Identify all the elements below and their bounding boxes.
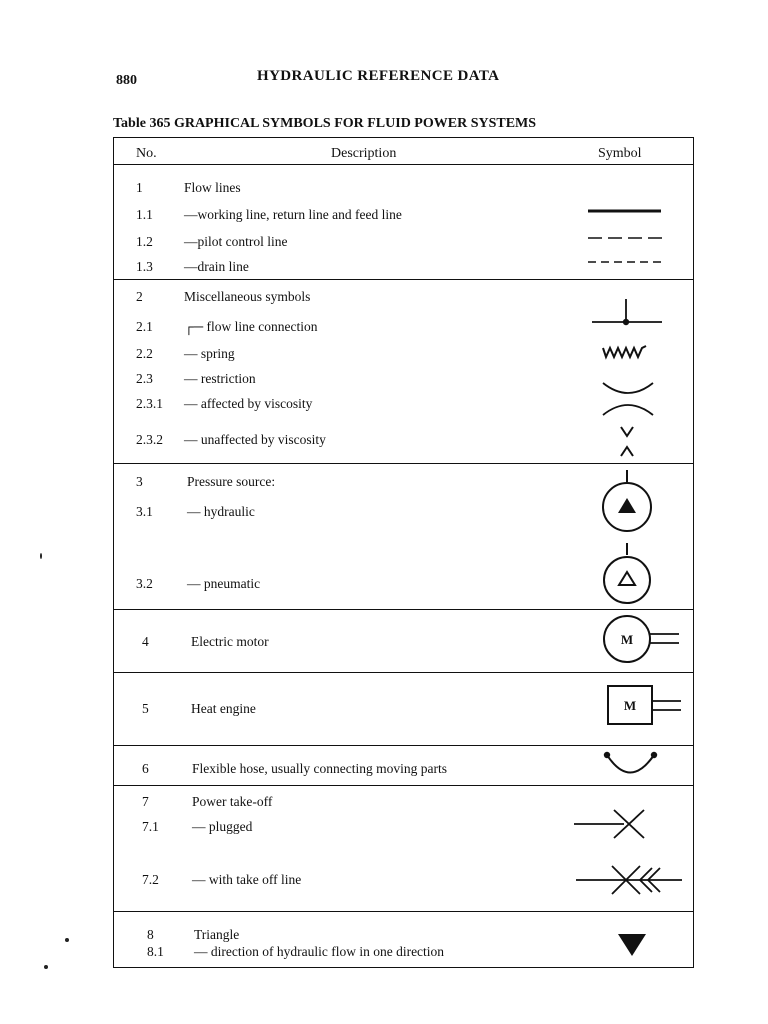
restriction-no-viscosity-icon [618, 425, 638, 459]
electric-motor-icon [601, 614, 683, 664]
row-number: 4 [142, 634, 149, 649]
row-number: 7.1 [142, 819, 159, 834]
row-number: 5 [142, 701, 149, 716]
hydraulic-source-icon [600, 468, 656, 532]
row-description: — direction of hydraulic flow in one direction [194, 944, 445, 959]
row-description: — pneumatic [187, 576, 261, 591]
row-description: Electric motor [191, 634, 269, 649]
row-number: 7 [142, 794, 149, 809]
row-description: — unaffected by viscosity [184, 432, 326, 447]
row-description: — with take off line [192, 872, 302, 887]
row-number: 2.2 [136, 346, 153, 361]
row-description: — affected by viscosity [184, 396, 313, 411]
row-number: 2.3 [136, 371, 153, 386]
row-description: — hydraulic [187, 504, 255, 519]
scan-speck [65, 938, 69, 942]
row-description: Heat engine [191, 701, 256, 716]
symbols-table [113, 137, 694, 968]
row-number: 2 [136, 289, 143, 304]
section-divider [114, 279, 693, 280]
restriction-viscosity-icon [600, 381, 660, 417]
row-number: 1 [136, 180, 143, 195]
row-number: 1.2 [136, 234, 153, 249]
row-number: 2.3.2 [136, 432, 163, 447]
section-divider [114, 609, 693, 610]
scan-speck [44, 965, 48, 969]
hydraulic-flow-triangle-icon [616, 931, 648, 959]
row-number: 8.1 [147, 944, 164, 959]
section-divider [114, 911, 693, 912]
engine-label: M [623, 698, 637, 713]
row-number: 6 [142, 761, 149, 776]
solid-line-icon [588, 204, 662, 216]
pneumatic-source-icon [601, 541, 655, 605]
power-takeoff-line-icon [574, 862, 686, 898]
power-takeoff-plugged-icon [572, 807, 648, 841]
row-description: —drain line [184, 259, 249, 274]
row-number: 1.1 [136, 207, 153, 222]
section-divider [114, 672, 693, 673]
header-divider [114, 164, 693, 165]
section-divider [114, 745, 693, 746]
row-description: — spring [184, 346, 235, 361]
flexible-hose-icon [602, 750, 662, 778]
row-description: Pressure source: [187, 474, 276, 489]
row-description: —working line, return line and feed line [184, 207, 402, 222]
flow-line-connection-icon [592, 299, 664, 329]
row-description: ┌─ flow line connection [184, 319, 318, 334]
header-description: Description [331, 146, 397, 161]
running-title: HYDRAULIC REFERENCE DATA [257, 68, 500, 84]
row-description: Triangle [194, 927, 240, 942]
row-description: Miscellaneous symbols [184, 289, 311, 304]
row-description: — restriction [184, 371, 256, 386]
row-description: Flow lines [184, 180, 241, 195]
row-number: 7.2 [142, 872, 159, 887]
row-number: 1.3 [136, 259, 153, 274]
row-number: 2.1 [136, 319, 153, 334]
short-dash-line-icon [588, 258, 664, 266]
row-description: Power take-off [192, 794, 273, 809]
row-number: 2.3.1 [136, 396, 163, 411]
row-description: —pilot control line [184, 234, 288, 249]
spring-icon [602, 344, 648, 360]
row-number: 3.1 [136, 504, 153, 519]
scan-speck [40, 553, 42, 559]
section-divider [114, 463, 693, 464]
header-symbol: Symbol [598, 146, 642, 161]
row-description: — plugged [192, 819, 253, 834]
table-caption: Table 365 GRAPHICAL SYMBOLS FOR FLUID POWER SYSTEMS [113, 116, 537, 131]
row-number: 8 [147, 927, 154, 942]
long-dash-line-icon [588, 234, 664, 242]
header-no: No. [136, 146, 157, 161]
row-number: 3.2 [136, 576, 153, 591]
section-divider [114, 785, 693, 786]
row-description: Flexible hose, usually connecting moving parts [192, 761, 447, 776]
heat-engine-icon [606, 684, 684, 728]
row-number: 3 [136, 474, 143, 489]
motor-label: M [620, 632, 634, 647]
page-number: 880 [116, 73, 137, 88]
